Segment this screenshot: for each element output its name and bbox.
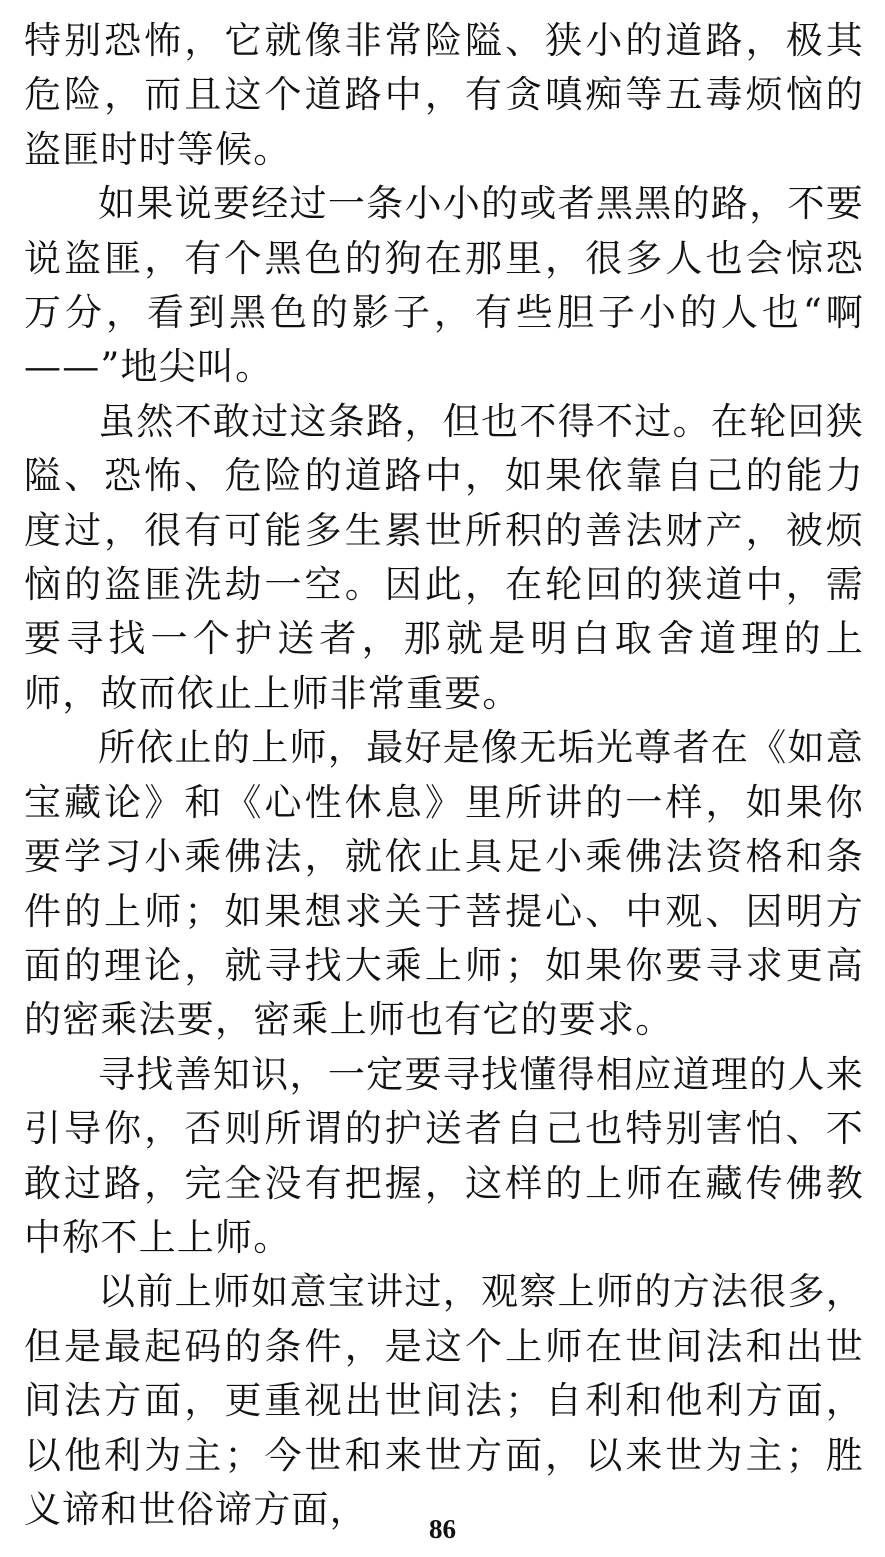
page-number: 86 <box>429 1514 456 1544</box>
paragraph: 虽然不敢过这条路，但也不得不过。在轮回狭隘、恐怖、危险的道路中，如果依靠自己的能力度过，很有可能多生累世所积的善法财产，被烦恼的盗匪洗劫一空。因此，在轮回的狭道中，需要寻找一个护送者，那就是明白取舍道理的上师，故而依止上师非常重要。 <box>24 399 864 715</box>
paragraph: 寻找善知识，一定要寻找懂得相应道理的人来引导你，否则所谓的护送者自己也特别害怕、不敢过路，完全没有把握，这样的上师在藏传佛教中称不上上师。 <box>24 1052 864 1259</box>
document-body <box>24 14 864 1537</box>
paragraph: 以前上师如意宝讲过，观察上师的方法很多，但是最起码的条件，是这个上师在世间法和出世间法方面，更重视出世间法；自利和他利方面，以他利为主；今世和来世方面，以来世为主；胜义谛和世俗谛方面， <box>24 1270 864 1531</box>
paragraph: 如果说要经过一条小小的或者黑黑的路，不要说盗匪，有个黑色的狗在那里，很多人也会惊恐万分，看到黑色的影子，有些胆子小的人也“啊——”地尖叫。 <box>24 182 864 389</box>
paragraph: 所依止的上师，最好是像无垢光尊者在《如意宝藏论》和《心性休息》里所讲的一样，如果你要学习小乘佛法，就依止具足小乘佛法资格和条件的上师；如果想求关于菩提心、中观、因明方面的理论，就寻找大乘上师；如果你要寻求更高的密乘法要，密乘上师也有它的要求。 <box>24 726 864 1042</box>
paragraph-continued: 特别恐怖，它就像非常险隘、狭小的道路，极其危险，而且这个道路中，有贪嗔痴等五毒烦恼的盗匪时时等候。 <box>24 19 864 171</box>
